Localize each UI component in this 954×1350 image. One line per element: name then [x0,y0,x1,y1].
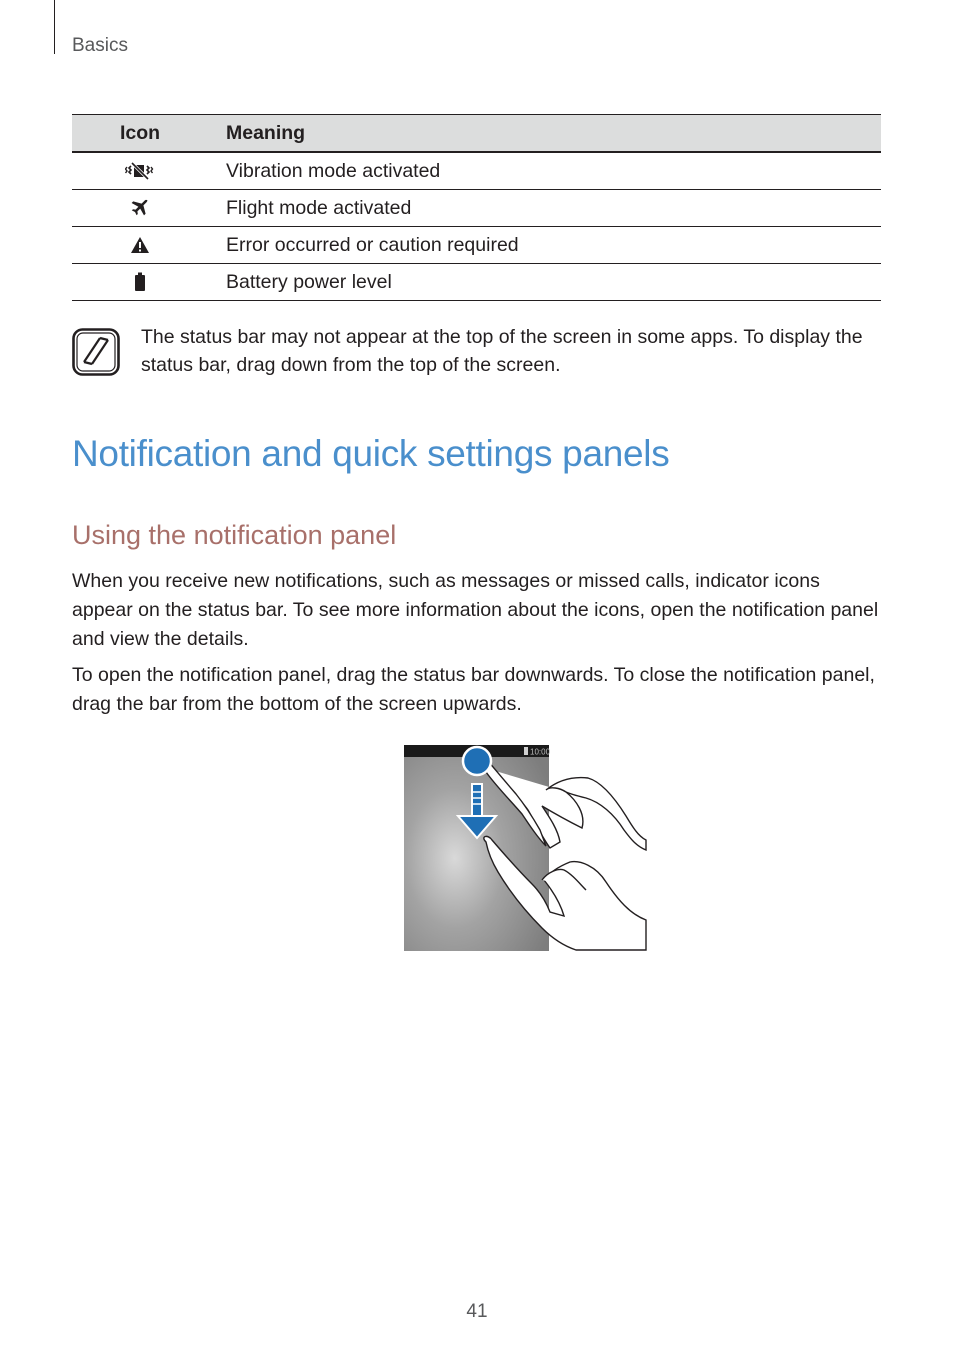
table-row [72,152,881,190]
battery-icon [134,272,146,292]
column-header-meaning: Meaning [208,115,881,153]
body-paragraph: When you receive new notifications, such as messages or missed calls, indicator icons appear on the status bar. To see more information about the icons, open the notification panel and view the details. [72,570,879,650]
meaning-cell: Battery power level [208,264,881,301]
status-battery-icon [524,747,528,755]
meaning-cell: Flight mode activated [208,190,881,227]
meaning-cell: Vibration mode activated [208,152,881,190]
icon-cell [72,227,208,264]
column-header-icon: Icon [72,115,208,153]
table-header-row [72,115,881,153]
page-number: 41 [466,1301,488,1322]
note-text: The status bar may not appear at the top of the screen in some apps. To display the status bar, drag down from the top of the screen. [141,326,863,376]
airplane-icon [130,198,150,218]
drag-down-gesture-illustration [400,742,652,954]
table-row [72,190,881,227]
status-icon-table [72,114,881,301]
section-subtitle: Using the notification panel [72,520,397,550]
icon-cell [72,190,208,227]
vibration-icon [125,162,155,180]
icon-cell [72,264,208,301]
page-title: Notification and quick settings panels [72,433,670,474]
body-paragraph: To open the notification panel, drag the status bar downwards. To close the notification panel, drag the bar from the bottom of the screen upwards. [72,664,875,715]
page-edge-rule [54,0,55,54]
table-row [72,227,881,264]
status-time: 10:00 [530,747,551,757]
note-pencil-icon [72,328,120,376]
table-row [72,264,881,301]
touch-point [463,747,491,775]
warning-icon [130,236,150,254]
section-label: Basics [72,35,128,56]
icon-cell [72,152,208,190]
drag-arrow-shaft [472,784,482,818]
meaning-cell: Error occurred or caution required [208,227,881,264]
